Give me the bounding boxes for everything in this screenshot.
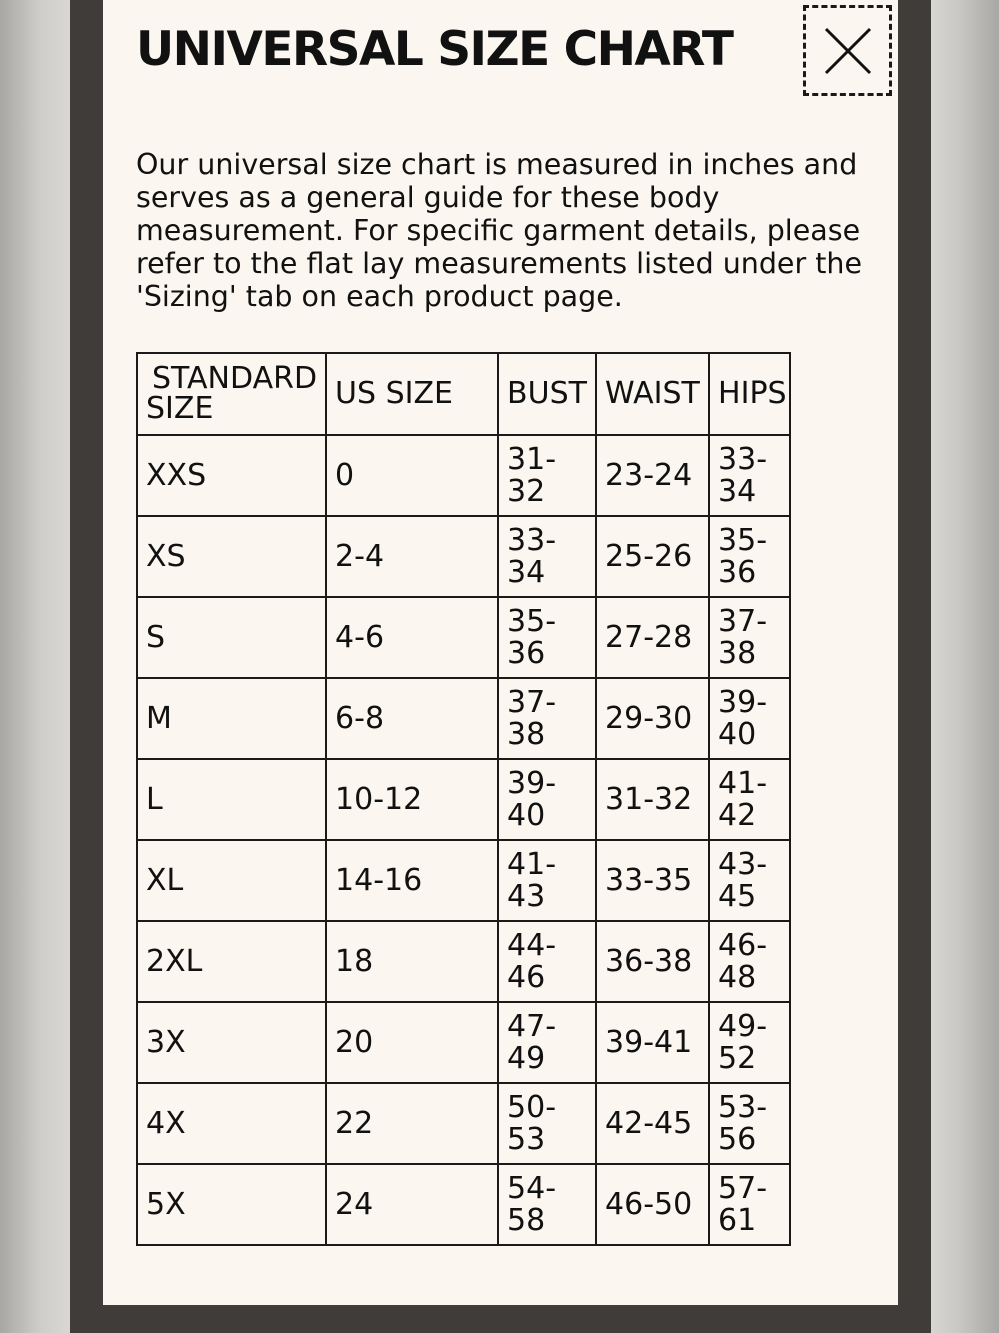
header-waist: WAIST: [596, 353, 709, 435]
cell-waist: 39-41: [596, 1002, 709, 1083]
table-row: [137, 435, 790, 516]
cell-us-size: 22: [326, 1083, 498, 1164]
cell-hips: 33-34: [709, 435, 790, 516]
cell-bust: 44-46: [498, 921, 596, 1002]
cell-standard-size: XS: [137, 516, 326, 597]
header-bust: BUST: [498, 353, 596, 435]
cell-waist: 46-50: [596, 1164, 709, 1245]
cell-standard-size: L: [137, 759, 326, 840]
cell-bust: 31-32: [498, 435, 596, 516]
table-row: [137, 840, 790, 921]
cell-standard-size: 5X: [137, 1164, 326, 1245]
cell-us-size: 20: [326, 1002, 498, 1083]
cell-standard-size: M: [137, 678, 326, 759]
cell-bust: 47-49: [498, 1002, 596, 1083]
cell-bust: 39-40: [498, 759, 596, 840]
cell-standard-size: S: [137, 597, 326, 678]
cell-waist: 23-24: [596, 435, 709, 516]
cell-us-size: 24: [326, 1164, 498, 1245]
cell-standard-size: 2XL: [137, 921, 326, 1002]
cell-waist: 33-35: [596, 840, 709, 921]
cell-waist: 25-26: [596, 516, 709, 597]
cell-standard-size: 3X: [137, 1002, 326, 1083]
intro-text: Our universal size chart is measured in inches and serves as a general guide for these body measurement. For specific garment details, please refer to the flat lay measurements listed under the 'Sizing' tab on each product page.: [136, 148, 863, 313]
table-row: [137, 597, 790, 678]
cell-us-size: 6-8: [326, 678, 498, 759]
cell-bust: 35-36: [498, 597, 596, 678]
table-row: [137, 1083, 790, 1164]
cell-hips: 57-61: [709, 1164, 790, 1245]
cell-waist: 27-28: [596, 597, 709, 678]
cell-us-size: 0: [326, 435, 498, 516]
cell-standard-size: XXS: [137, 435, 326, 516]
cell-us-size: 10-12: [326, 759, 498, 840]
close-x-icon: [820, 23, 876, 79]
cell-bust: 33-34: [498, 516, 596, 597]
size-chart-modal: [103, 0, 898, 1305]
cell-waist: 31-32: [596, 759, 709, 840]
close-button[interactable]: [803, 5, 892, 96]
table-row: [137, 921, 790, 1002]
cell-waist: 29-30: [596, 678, 709, 759]
size-table: [136, 352, 791, 1246]
table-row: [137, 1002, 790, 1083]
table-row: [137, 1164, 790, 1245]
cell-hips: 46-48: [709, 921, 790, 1002]
cell-hips: 43-45: [709, 840, 790, 921]
cell-waist: 36-38: [596, 921, 709, 1002]
cell-bust: 37-38: [498, 678, 596, 759]
header-hips: HIPS: [709, 353, 790, 435]
modal-title: UNIVERSAL SIZE CHART: [136, 22, 733, 77]
cell-hips: 41-42: [709, 759, 790, 840]
table-header-row: [137, 353, 790, 435]
header-standard-line2: SIZE: [146, 391, 214, 426]
cell-bust: 41-43: [498, 840, 596, 921]
header-standard-size: [137, 353, 326, 435]
cell-hips: 39-40: [709, 678, 790, 759]
cell-us-size: 18: [326, 921, 498, 1002]
table-row: [137, 759, 790, 840]
cell-bust: 54-58: [498, 1164, 596, 1245]
cell-hips: 37-38: [709, 597, 790, 678]
cell-waist: 42-45: [596, 1083, 709, 1164]
cell-standard-size: XL: [137, 840, 326, 921]
table-row: [137, 516, 790, 597]
cell-us-size: 2-4: [326, 516, 498, 597]
cell-us-size: 4-6: [326, 597, 498, 678]
header-standard-line1: STANDARD: [152, 361, 318, 396]
table-row: [137, 678, 790, 759]
cell-bust: 50-53: [498, 1083, 596, 1164]
cell-us-size: 14-16: [326, 840, 498, 921]
cell-standard-size: 4X: [137, 1083, 326, 1164]
cell-hips: 35-36: [709, 516, 790, 597]
header-us-size: US SIZE: [326, 353, 498, 435]
cell-hips: 53-56: [709, 1083, 790, 1164]
cell-hips: 49-52: [709, 1002, 790, 1083]
